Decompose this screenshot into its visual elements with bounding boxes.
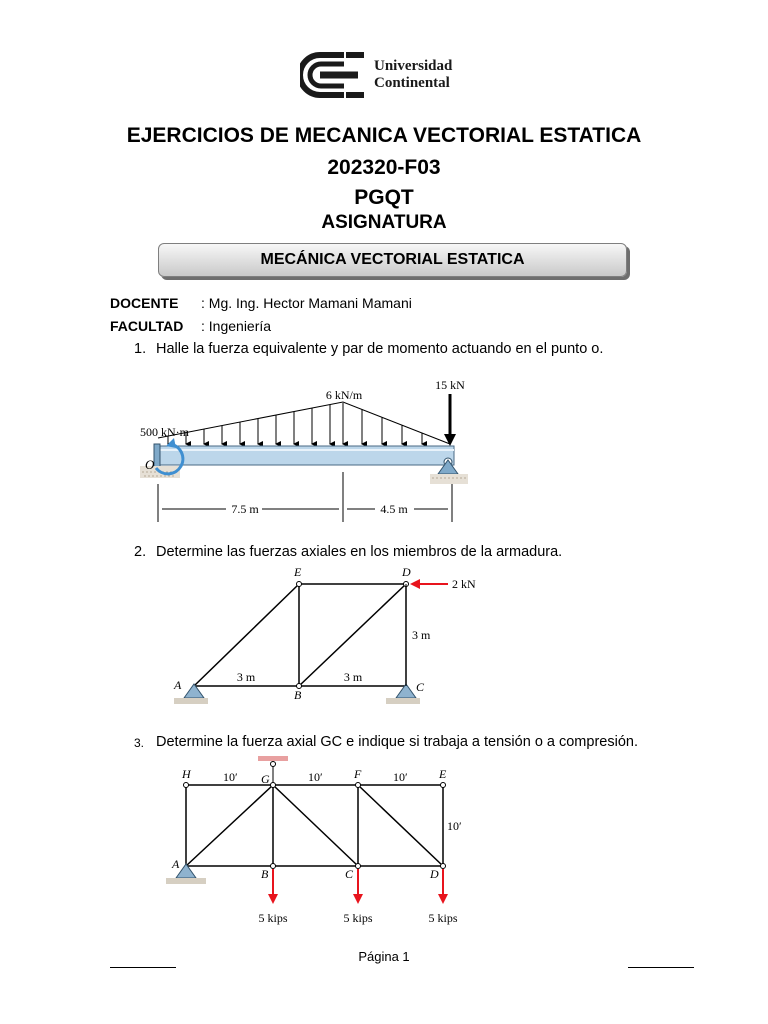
load-label-c: 5 kips (343, 911, 373, 925)
question-3-number: 3. (134, 736, 145, 750)
document-code: 202320-F03 (327, 156, 441, 179)
origin-label: O (145, 457, 155, 472)
load-arrows (273, 869, 443, 896)
force-2kn-label: 2 kN (452, 577, 476, 591)
node-c-label: C (416, 680, 425, 694)
distributed-load-arrows (168, 403, 422, 444)
span1-label: 10′ (223, 770, 238, 784)
truss-members (194, 584, 406, 686)
span1-label: 3 m (236, 670, 256, 684)
dim1-label: 7.5 m (231, 502, 259, 516)
left-fixed-support (154, 444, 160, 468)
university-logo (300, 52, 472, 98)
question-1-number: 1. (134, 341, 147, 357)
node-b-label: B (294, 688, 302, 702)
question-1-text: Halle la fuerza equivalente y par de momento actuando en el punto o. (156, 341, 604, 357)
node-b-label: B (261, 867, 269, 881)
node-a-label: A (174, 678, 182, 692)
span2-label: 10′ (308, 770, 323, 784)
beam-diagram (132, 372, 482, 532)
load-label: 6 kN/m (325, 388, 363, 402)
logo-line2: Continental (374, 75, 450, 91)
node-d-label: D (402, 565, 411, 579)
truss-diagram-1 (170, 562, 510, 710)
node-h-label: H (182, 767, 191, 781)
node-e-label: E (294, 565, 302, 579)
height-label: 10′ (447, 819, 462, 833)
moment-label: 500 kN·m (140, 425, 189, 439)
facultad-value: : Ingeniería (201, 318, 272, 334)
node-d-label: D (430, 867, 439, 881)
page-number: Página 1 (358, 949, 410, 964)
question-3-text: Determine la fuerza axial GC e indique si trabaja a tensión o a compresión. (156, 734, 638, 750)
subject-banner (158, 243, 627, 277)
document-subcode: PGQT (354, 186, 414, 209)
beam (156, 446, 454, 465)
load-label-b: 5 kips (258, 911, 288, 925)
docente-value: : Mg. Ing. Hector Mamani Mamani (201, 295, 412, 311)
facultad-label: FACULTAD (110, 318, 184, 334)
footer-line-right (628, 967, 694, 968)
question-2-number: 2. (134, 544, 147, 560)
document-title: EJERCICIOS DE MECANICA VECTORIAL ESTATICA (126, 124, 642, 147)
span3-label: 10′ (393, 770, 408, 784)
height-label: 3 m (412, 628, 431, 642)
distributed-load-outline (158, 402, 450, 444)
force-label: 15 kN (435, 378, 465, 392)
university-logo-icon (300, 52, 366, 98)
dim2-label: 4.5 m (380, 502, 408, 516)
truss-diagram-2 (160, 756, 480, 932)
logo-line1: Universidad (374, 58, 453, 74)
node-a-label: A (172, 857, 180, 871)
subject-name: MECÁNICA VECTORIAL ESTATICA (260, 251, 525, 268)
footer-line-left (110, 967, 176, 968)
subject-label: ASIGNATURA (321, 212, 447, 233)
dimension-lines (158, 472, 452, 522)
load-label-d: 5 kips (428, 911, 458, 925)
node-g-label: G (261, 772, 270, 786)
facultad-row (110, 318, 183, 334)
span2-label: 3 m (343, 670, 363, 684)
node-c-label: C (345, 867, 354, 881)
docente-row (110, 295, 178, 311)
docente-label: DOCENTE (110, 295, 179, 311)
question-2-text: Determine las fuerzas axiales en los miembros de la armadura. (156, 544, 563, 560)
truss-members (186, 785, 443, 866)
node-e-label: E (439, 767, 447, 781)
node-f-label: F (354, 767, 362, 781)
